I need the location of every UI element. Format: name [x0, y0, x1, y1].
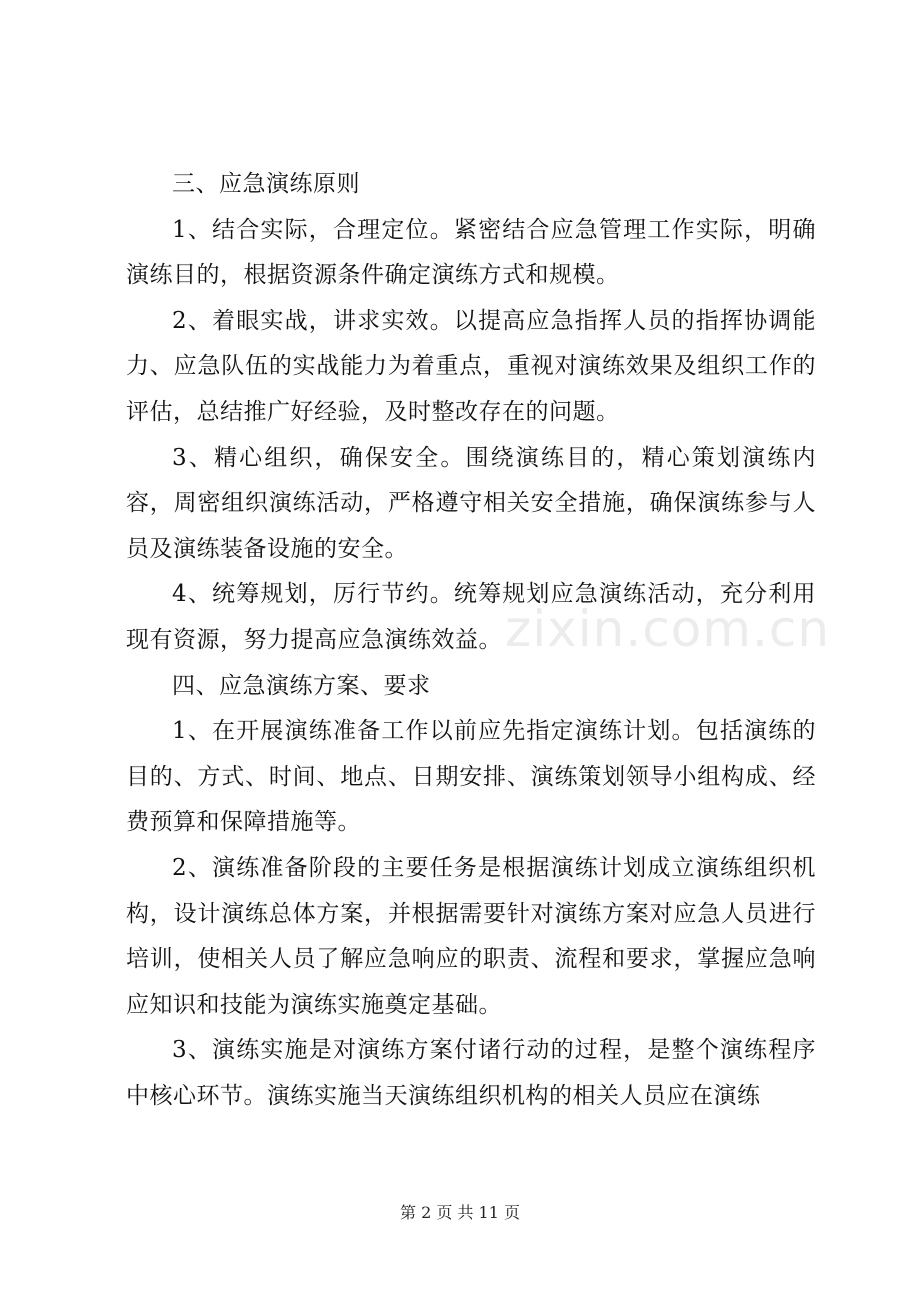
section-heading-plan-requirements: 四、应急演练方案、要求	[172, 672, 431, 699]
paragraph-requirement-2: 2、演练准备阶段的主要任务是根据演练计划成立演练组织机构，设计演练总体方案，并根据需要针对演练方案对应急人员进行培训，使相关人员了解应急响应的职责、流程和要求，掌握应急响应知识和技能为演练实施奠定基础。	[126, 854, 816, 1018]
paragraph-principle-2: 2、着眼实战，讲求实效。以提高应急指挥人员的指挥协调能力、应急队伍的实战能力为着重点，重视对演练效果及组织工作的评估，总结推广好经验，及时整改存在的问题。	[126, 307, 816, 425]
paragraph-requirement-3: 3、演练实施是对演练方案付诸行动的过程，是整个演练程序中核心环节。演练实施当天演练组织机构的相关人员应在演练	[126, 1037, 816, 1109]
section-heading-principles: 三、应急演练原则	[172, 171, 360, 197]
paragraph-principle-3: 3、精心组织，确保安全。围绕演练目的，精心策划演练内容，周密组织演练活动，严格遵守相关安全措施，确保演练参与人员及演练装备设施的安全。	[126, 444, 816, 562]
document-body	[126, 162, 816, 1119]
watermark: zixin.com.cn	[505, 600, 831, 658]
paragraph-principle-4: 4、统筹规划，厉行节约。统筹规划应急演练活动，充分利用现有资源，努力提高应急演练效益。	[126, 581, 816, 653]
paragraph-requirement-1: 1、在开展演练准备工作以前应先指定演练计划。包括演练的目的、方式、时间、地点、日期安排、演练策划领导小组构成、经费预算和保障措施等。	[126, 718, 816, 836]
paragraph-principle-1: 1、结合实际，合理定位。紧密结合应急管理工作实际，明确演练目的，根据资源条件确定演练方式和规模。	[126, 216, 816, 289]
page-footer: 第 2 页 共 11 页	[400, 1203, 520, 1222]
